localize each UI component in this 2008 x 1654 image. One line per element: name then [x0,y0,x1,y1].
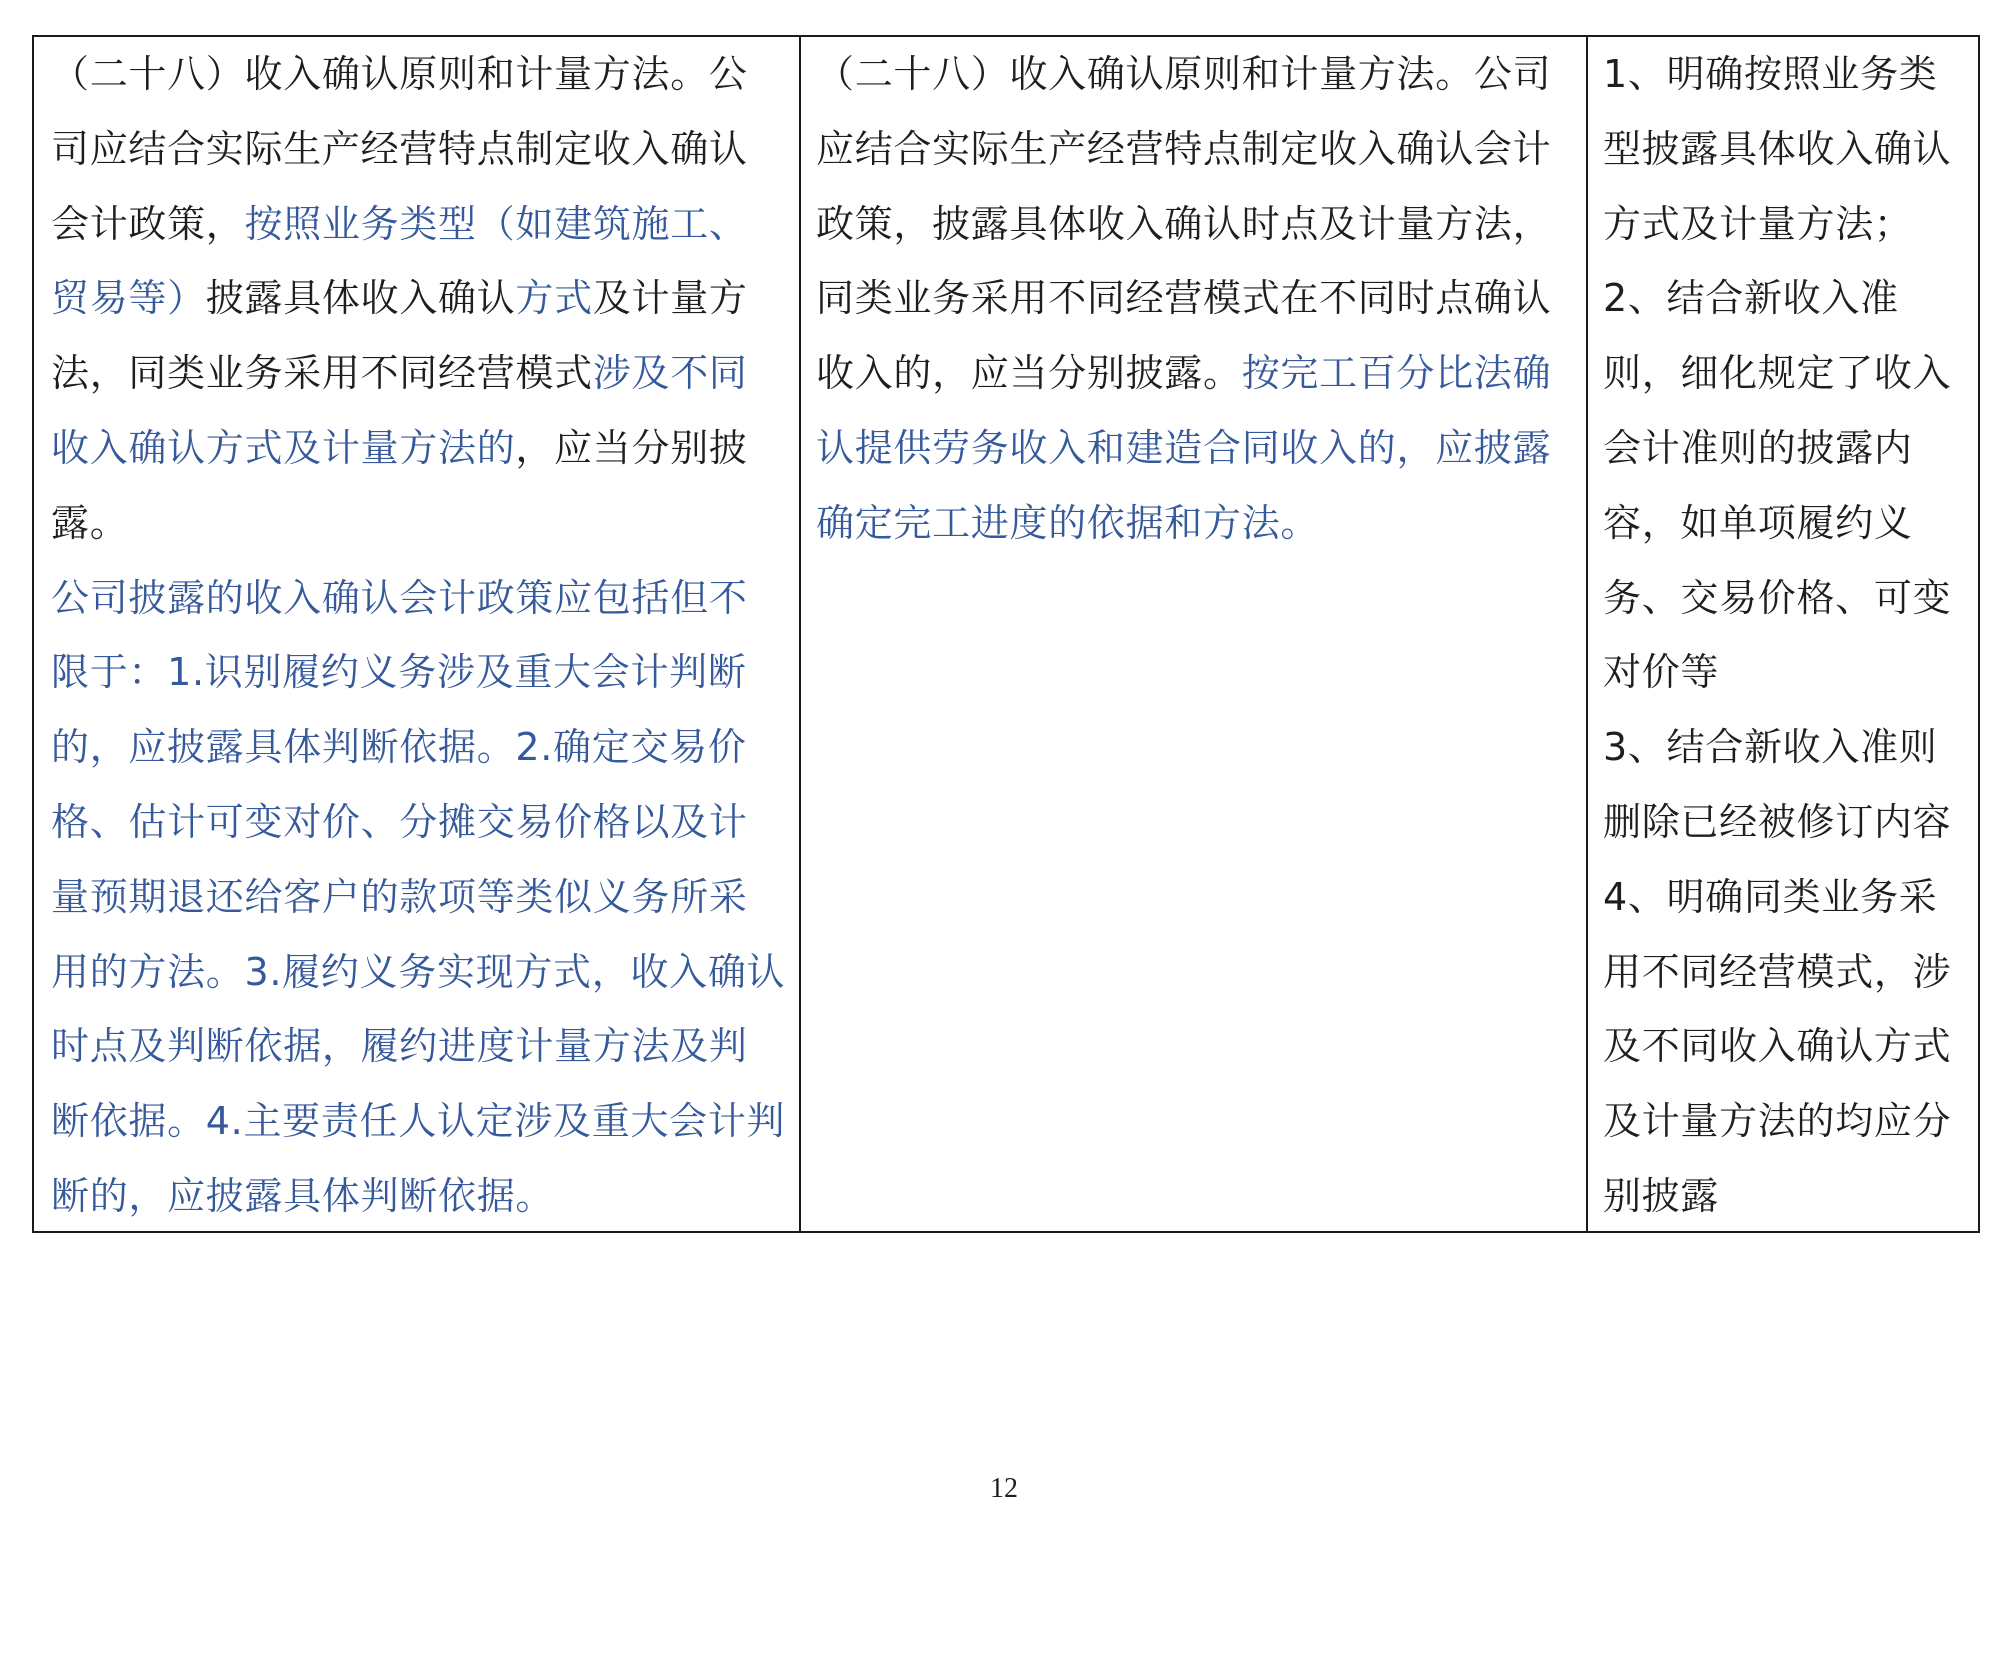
highlighted-text: 确定完工进度的依据和方法。 [816,500,1320,545]
text-line [816,486,1586,561]
text-line [816,411,1586,486]
text-line [51,187,799,262]
text-segment: 及不同收入确认方式 [1603,1024,1952,1069]
text-segment: 同类业务采用不同经营模式在不同时点确认 [816,276,1552,321]
text-line [816,187,1586,262]
text-segment: （二十八）收入确认原则和计量方法。公 [51,52,748,96]
highlighted-text: 贸易等） [51,276,206,321]
highlighted-text: 断的，应披露具体判断依据。 [51,1173,555,1218]
text-segment: 删除已经被修订内容 [1603,799,1952,844]
text-line [816,261,1586,336]
text-line [1603,187,1978,262]
text-line [1603,411,1978,486]
text-line [816,112,1586,187]
text-line [1603,1159,1978,1234]
text-line [1603,860,1978,935]
text-segment: （二十八）收入确认原则和计量方法。公司 [816,52,1552,96]
text-segment: 政策，披露具体收入确认时点及计量方法， [816,201,1552,246]
text-segment: 会计政策， [51,201,245,246]
text-segment: 型披露具体收入确认 [1603,126,1952,171]
text-line [51,785,799,860]
text-line [51,112,799,187]
comparison-table [32,35,1980,1233]
text-line [1603,635,1978,710]
highlighted-text: 认提供劳务收入和建造合同收入的，应披露 [816,425,1552,470]
text-segment: 对价等 [1603,650,1720,695]
text-line [51,336,799,411]
text-line [816,37,1586,112]
text-segment: 4、明确同类业务采 [1603,874,1938,919]
text-line [1603,561,1978,636]
text-segment: 及计量方 [592,276,748,321]
text-line [51,486,799,561]
text-segment: 别披露 [1603,1173,1720,1218]
text-line [51,860,799,935]
page-number: 12 [990,1473,1018,1504]
highlighted-text: 格、估计可变对价、分摊交易价格以及计 [51,799,748,844]
highlighted-text: 涉及不同 [592,351,748,396]
text-line [1603,336,1978,411]
highlighted-text: 收入确认方式及计量方法的 [51,425,516,470]
text-line [51,1084,799,1159]
text-line [816,336,1586,411]
highlighted-text: 的，应披露具体判断依据。2.确定交易价 [51,725,747,770]
highlighted-text: 断依据。4.主要责任人认定涉及重大会计判 [51,1099,786,1144]
text-line [1603,1084,1978,1159]
text-line [51,37,799,112]
highlighted-text: 限于：1.识别履约义务涉及重大会计判断 [51,650,747,695]
text-line [51,261,799,336]
text-line [1603,37,1978,112]
text-segment: ，应当分别披 [515,425,748,470]
text-line [1603,261,1978,336]
text-segment: 会计准则的披露内 [1603,425,1913,470]
text-segment: 方式及计量方法； [1603,201,1913,246]
text-segment: 应结合实际生产经营特点制定收入确认会计 [816,126,1552,171]
table-cell-original-text [801,37,1588,1231]
text-line [1603,785,1978,860]
text-line [1603,710,1978,785]
text-segment: 司应结合实际生产经营特点制定收入确认 [51,126,748,171]
highlighted-text: 按照业务类型（如建筑施工、 [244,201,748,246]
table-cell-revised-text [34,37,801,1231]
highlighted-text: 用的方法。3.履约义务实现方式，收入确认 [51,949,786,994]
highlighted-text: 时点及判断依据，履约进度计量方法及判 [51,1024,748,1069]
text-segment: 1、明确按照业务类 [1603,52,1938,96]
text-segment: 则，细化规定了收入 [1603,351,1952,396]
text-line [1603,1009,1978,1084]
table-cell-change-notes [1588,37,1978,1231]
text-segment: 披露具体收入确认 [205,276,516,321]
text-segment: 用不同经营模式，涉 [1603,949,1952,994]
text-segment: 3、结合新收入准则 [1603,725,1938,770]
text-segment: 务、交易价格、可变 [1603,575,1952,620]
text-line [1603,486,1978,561]
text-segment: 露。 [51,500,129,545]
text-line [51,935,799,1010]
highlighted-text: 按完工百分比法确 [1241,351,1552,396]
text-line [1603,935,1978,1010]
highlighted-text: 公司披露的收入确认会计政策应包括但不 [51,575,748,620]
text-segment: 收入的，应当分别披露。 [816,351,1242,396]
text-segment: 及计量方法的均应分 [1603,1099,1952,1144]
text-line [51,1159,799,1234]
text-line [51,710,799,785]
text-line [51,1009,799,1084]
text-line [51,411,799,486]
text-line [51,561,799,636]
text-segment: 2、结合新收入准 [1603,276,1899,321]
text-segment: 法，同类业务采用不同经营模式 [51,351,593,396]
highlighted-text: 方式 [515,276,593,321]
text-line [1603,112,1978,187]
text-line [51,635,799,710]
text-segment: 容，如单项履约义 [1603,500,1913,545]
highlighted-text: 量预期退还给客户的款项等类似义务所采 [51,874,748,919]
